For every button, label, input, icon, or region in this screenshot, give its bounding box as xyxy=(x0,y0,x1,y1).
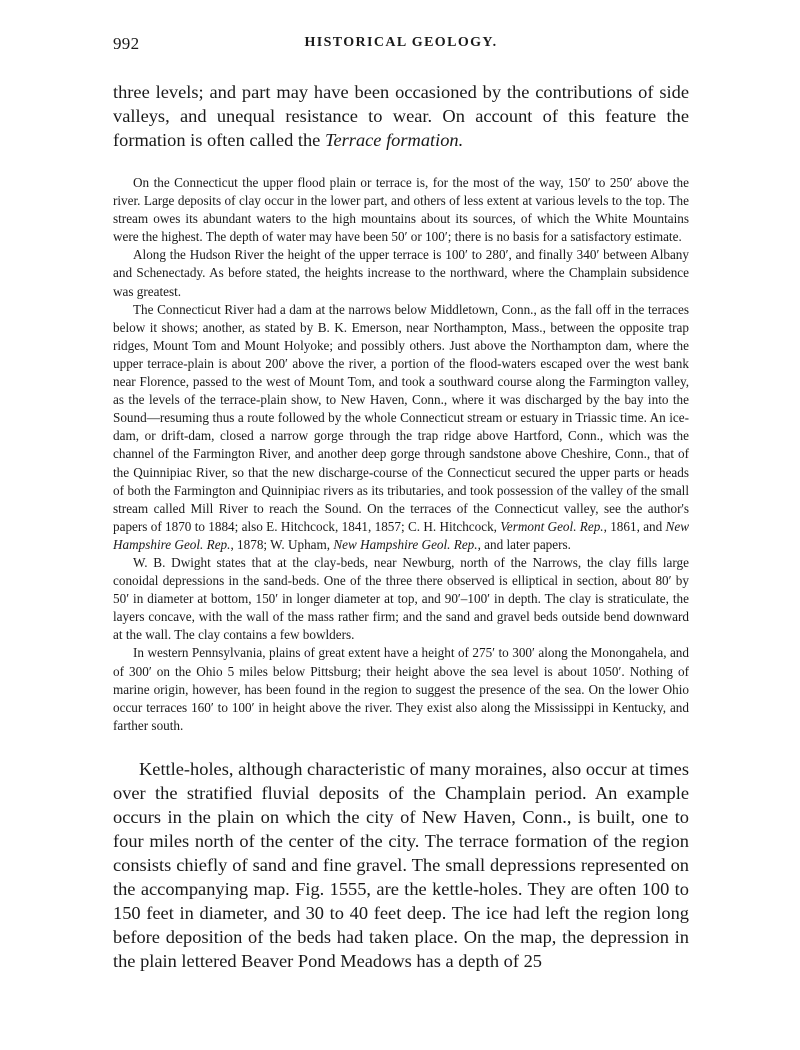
citation-new-hampshire: New Hampshire Geol. Rep. xyxy=(113,518,689,552)
running-head xyxy=(113,34,689,58)
note-dam-text-2: , 1861, and xyxy=(603,518,666,534)
note-connecticut-dam xyxy=(113,301,689,554)
book-page xyxy=(113,34,689,973)
citation-new-hampshire-2: New Hampshire Geol. Rep. xyxy=(333,536,478,552)
note-dwight: W. B. Dwight states that at the clay-beds, near Newburg, north of the Narrows, the clay fills large conoidal depressions in the sand-beds. One of the three there observed is elliptical in section, about 80′ by 50′ in diameter at bottom, 150′ in longer diameter at top, and 90′–100′ in depth. The clay is straticulate, the layers concave, with the wall of the mass rather firm; and the sand and gravel beds outside bend downward at the wall. The clay contains a few bowlders. xyxy=(113,554,689,643)
note-dam-text-4: , and later papers. xyxy=(477,536,571,552)
kettle-holes-paragraph: Kettle-holes, although characteristic of many moraines, also occur at times over the stratified fluvial deposits of the Champlain period. An example occurs in the plain on which the city of New Haven, Conn., is built, one to four miles north of the center of the city. The terrace formation of the region consists chiefly of sand and fine gravel. The small depressions represented on the accompanying map. Fig. 1555, are the kettle-holes. They are often 100 to 150 feet in diameter, and 30 to 40 feet deep. The ice had left the region long before deposition of the beds had taken place. On the map, the depression in the plain lettered Beaver Pond Meadows has a depth of 25 xyxy=(113,758,689,971)
note-connecticut: On the Connecticut the upper flood plain or terrace is, for the most of the way, 150′ to 250′ above the river. Large deposits of clay occur in the lower part, and others of less extent at various levels to the top. The stream owes its abundant waters to the high mountains about its sources, of which the White Mountains were the highest. The depth of water may have been 50′ or 100′; there is no basis for a satisfactory estimate. xyxy=(113,175,689,245)
note-dam-text: The Connecticut River had a dam at the narrows below Middletown, Conn., as the fall off in the terraces below it shows; another, as stated by B. K. Emerson, near Northampton, Mass., between the opposite trap ridges, Mount Tom and Mount Holyoke; and possibly others. Just above the Northampton dam, where the upper terrace-plain is about 200′ above the river, a portion of the flood-waters escaped over the west bank near Florence, passed to the west of Mount Tom, and took a southward course along the Farmington valley, as the levels of the terrace-plain show, to New Haven, Conn., where it was discharged by the bay into the Sound—resuming thus a route followed by the whole Connecticut stream or estuary in Triassic time. An ice-dam, or drift-dam, closed a narrow gorge through the trap ridge above Hartford, Conn., which was the channel of the Farmington River, and another deep gorge through sandstone above Cheshire, Conn., that of the Quinnipiac River, so that the new discharge-course of the Connecticut secured the upper parts or heads of both the Farmington and Quinnipiac rivers as its tributaries, and took possession of the valley of the small stream called Mill River to reach the Sound. On the terraces of the Connecticut valley, see the author's papers of 1870 to 1884; also E. Hitchcock, 1841, 1857; C. H. Hitchcock, xyxy=(113,301,689,534)
running-title: HISTORICAL GEOLOGY. xyxy=(304,35,498,50)
intro-text: three levels; and part may have been occasioned by the contributions of side valleys, and unequal resistance to wear. On account of this feature the formation is often called the xyxy=(113,82,689,150)
note-hudson: Along the Hudson River the height of the upper terrace is 100′ to 280′, and finally 340′ between Albany and Schenectady. As before stated, the heights increase to the northward, where the Champlain subsidence was greatest. xyxy=(113,247,689,299)
note-dam-text-3: , 1878; W. Upham, xyxy=(230,536,334,552)
terrace-formation-term: Terrace formation. xyxy=(324,130,464,150)
small-print-notes xyxy=(113,174,689,735)
intro-paragraph xyxy=(113,80,689,152)
citation-vermont: Vermont Geol. Rep. xyxy=(500,518,604,534)
note-pennsylvania: In western Pennsylvania, plains of great extent have a height of 275′ to 300′ along the Monongahela, and of 300′ on the Ohio 5 miles below Pittsburg; their height above the sea level is about 1050′. Nothing of marine origin, however, has been found in the region to suggest the presence of the sea. On the lower Ohio occur terraces 160′ to 100′ in height above the river. They exist also along the Mississippi in Kentucky, and farther south. xyxy=(113,645,689,733)
page-number: 992 xyxy=(113,34,140,53)
